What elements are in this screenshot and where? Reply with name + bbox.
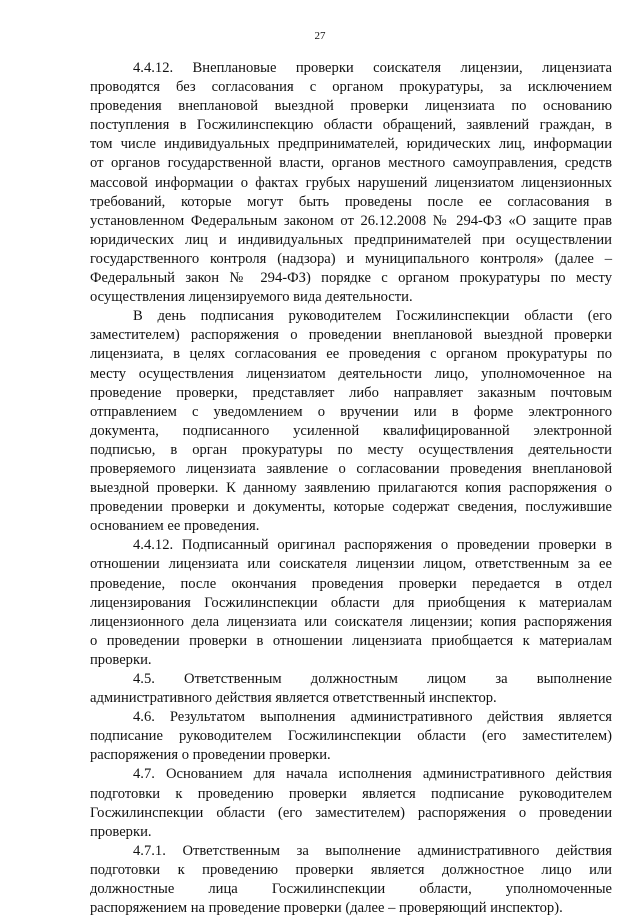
- text-line: том числе индивидуальных предпринимателей, юридических лиц, информации: [90, 136, 612, 153]
- text-line: 4.7.1. Ответственным за выполнение административного действия: [133, 842, 612, 859]
- text-line: лицензирования Госжилинспекции области для приобщения к материалам: [90, 594, 612, 611]
- text-line: осуществления лицензируемого вида деятельности.: [90, 289, 413, 306]
- text-line: подготовки к проведению проверки является должностное лицо или: [90, 861, 612, 878]
- body-text: [90, 59, 612, 918]
- text-line: административного действия является ответственный инспектор.: [90, 690, 497, 707]
- text-line: месту осуществления лицензиатом деятельности лицо, уполномоченное на: [90, 365, 612, 382]
- text-line: В день подписания руководителем Госжилинспекции области (его: [133, 308, 612, 325]
- text-line: проводятся без согласования с органом прокуратуры, за исключением: [90, 79, 612, 96]
- text-line: проверяемого лицензиата заявление о согласовании проведения внеплановой: [90, 460, 612, 477]
- page-number: 27: [314, 30, 326, 42]
- text-line: 4.4.12. Подписанный оригинал распоряжения о проведении проверки в: [133, 537, 612, 554]
- text-line: Федеральный закон № 294-ФЗ) порядке с органом прокуратуры по месту: [90, 270, 612, 287]
- text-line: отправлением с уведомлением о вручении или в форме электронного: [90, 403, 612, 420]
- text-line: 4.6. Результатом выполнения административного действия является: [133, 709, 612, 726]
- text-line: требований, которые могут быть проведены после ее согласования в: [90, 193, 612, 210]
- text-line: подготовки к проведению проверки является подписание руководителем: [90, 785, 612, 802]
- text-line: выездной проверки. К данному заявлению прилагаются копия распоряжения о: [90, 480, 612, 497]
- text-line: массовой информации о фактах грубых нарушений лицензиатом лицензионных: [90, 174, 612, 191]
- text-line: проверки.: [90, 823, 152, 840]
- text-line: Госжилинспекции области (его заместителем) распоряжения о проведении: [90, 804, 612, 821]
- text-line: от органов государственной власти, органов местного самоуправления, средств: [90, 155, 612, 172]
- text-line: лицензионного дела лицензиата или соискателя лицензии; копия распоряжения: [90, 613, 612, 630]
- text-line: должностные лица Госжилинспекции области, уполномоченные: [90, 881, 612, 898]
- text-line: распоряжения о проведении проверки.: [90, 747, 331, 764]
- text-line: подписью, в орган прокуратуры по месту осуществления деятельности: [90, 441, 612, 458]
- text-line: проведение, после окончания проведения проверки передается в отдел: [90, 575, 612, 592]
- text-line: отношении лицензиата или соискателя лицензии лицом, ответственным за ее: [90, 556, 612, 573]
- text-line: проведения внеплановой выездной проверки лицензиата по основанию: [90, 98, 612, 115]
- text-line: распоряжением на проведение проверки (далее – проверяющий инспектор).: [90, 900, 563, 917]
- text-line: о проведении проверки в отношении лицензиата приобщается к материалам: [90, 632, 612, 649]
- text-line: лицензиата, в целях согласования ее проведения с органом прокуратуры по: [90, 346, 612, 363]
- text-line: 4.4.12. Внеплановые проверки соискателя лицензии, лицензиата: [133, 60, 612, 76]
- text-line: документа, подписанного усиленной квалифицированной электронной: [90, 422, 612, 439]
- text-line: 4.7. Основанием для начала исполнения административного действия: [133, 766, 612, 783]
- text-line: поступления в Госжилинспекцию области обращений, заявлений граждан, в: [90, 117, 612, 134]
- text-line: установленном Федеральным законом от 26.12.2008 № 294-ФЗ «О защите прав: [90, 212, 612, 229]
- text-line: проведение проверки, представляет либо направляет заказным почтовым: [90, 384, 612, 401]
- text-line: заместителем) распоряжения о проведении внеплановой выездной проверки: [90, 327, 612, 344]
- text-line: юридических лиц и индивидуальных предпринимателей при осуществлении: [90, 231, 612, 248]
- text-line: проверки.: [90, 651, 152, 668]
- text-line: проведении проверки и документы, которые содержат сведения, послужившие: [90, 499, 612, 516]
- text-line: подписание руководителем Госжилинспекции области (его заместителем): [90, 728, 612, 745]
- text-line: 4.5. Ответственным должностным лицом за выполнение: [133, 671, 612, 687]
- text-line: государственного контроля (надзора) и муниципального контроля» (далее –: [90, 250, 612, 267]
- text-line: основанием ее проведения.: [90, 518, 260, 535]
